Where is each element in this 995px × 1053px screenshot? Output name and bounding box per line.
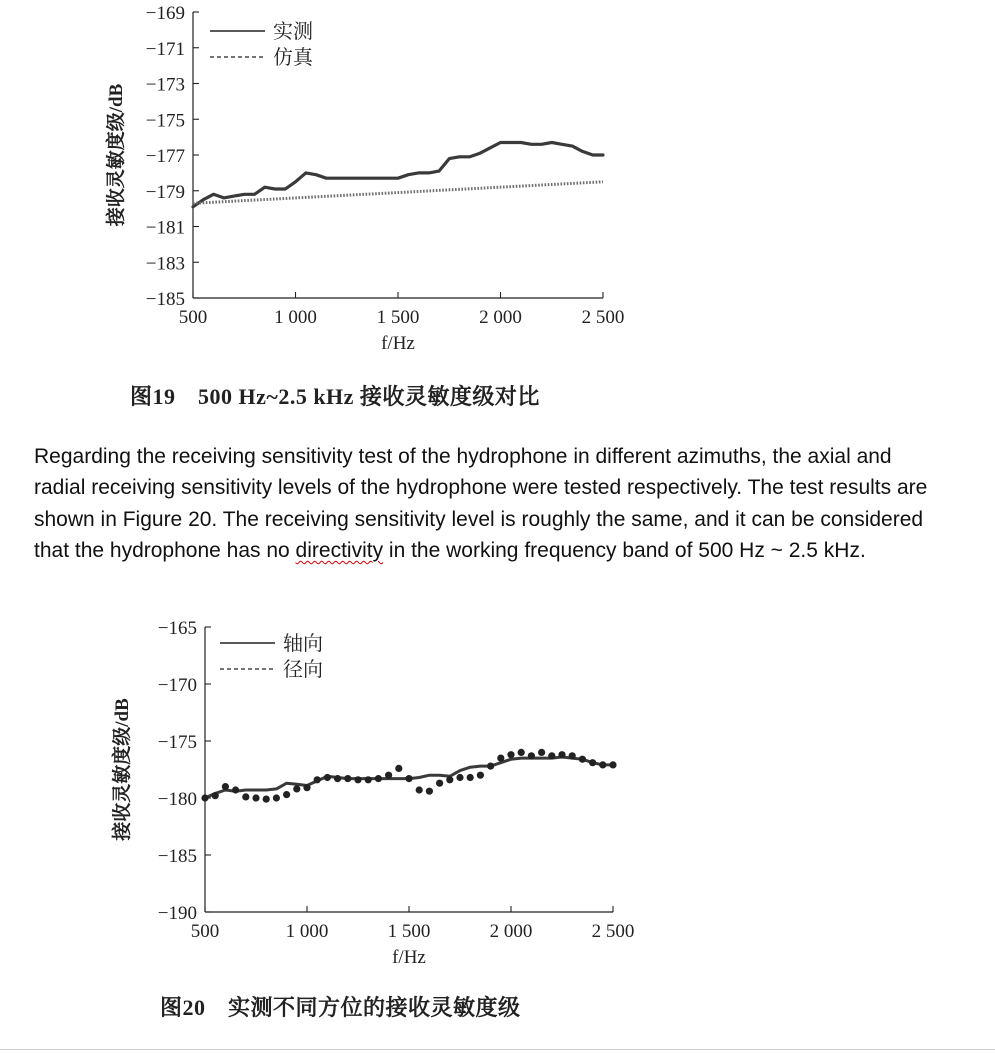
series-line-0 [193,143,603,207]
body-paragraph [34,441,934,566]
x-tick-label: 500 [190,921,220,942]
y-tick-label: −175 [157,732,197,753]
series-point [385,772,392,779]
legend-label-1: 径向 [283,659,323,681]
legend-label-0: 实测 [273,21,313,43]
series-point [324,774,331,781]
series-point [273,794,280,801]
legend-label-0: 轴向 [283,633,323,655]
series-point [232,786,239,793]
series-point [599,761,606,768]
series-point [579,756,586,763]
y-tick-label: −177 [145,146,185,167]
figure-19-caption: 图19 500 Hz~2.5 kHz 接收灵敏度级对比 [130,384,540,409]
series-point [375,775,382,782]
x-axis-label: f/Hz [381,333,415,354]
series-point [334,775,341,782]
y-tick-label: −190 [157,903,197,924]
y-tick-label: −175 [145,110,185,132]
chart-figure-19 [0,0,995,370]
series-point [456,774,463,781]
series-point [518,749,525,756]
y-tick-label: −181 [145,217,185,239]
x-tick-label: 1 000 [274,307,317,328]
series-point [405,775,412,782]
x-tick-label: 2 000 [489,921,533,942]
x-tick-label: 1 500 [376,307,420,328]
series-point [222,783,229,790]
series-point [293,785,300,792]
series-point [507,751,514,758]
legend-label-1: 仿真 [273,47,313,69]
series-point [497,755,504,762]
series-point [201,794,208,801]
figure-20-caption: 图20 实测不同方位的接收灵敏度级 [160,995,521,1020]
series-point [589,759,596,766]
series-point [548,752,555,759]
series-point [528,752,535,759]
series-point [242,793,249,800]
x-tick-label: 1 500 [387,921,431,942]
series-point [354,776,361,783]
series-point [477,772,484,779]
series-point [446,776,453,783]
y-tick-label: −183 [145,253,185,275]
page-bottom-rule [0,1049,995,1050]
y-axis-label: 接收灵敏度级/dB [106,83,127,227]
spellcheck-flagged-word[interactable]: directivity [295,538,384,562]
x-axis-label: f/Hz [392,947,426,968]
x-tick-label: 2 500 [581,307,625,328]
series-point [609,761,616,768]
series-point [395,765,402,772]
y-tick-label: −170 [157,675,197,696]
series-point [263,796,270,803]
y-tick-label: −185 [145,289,185,310]
series-point [558,751,565,758]
x-tick-label: 500 [178,307,208,328]
series-point [344,775,351,782]
series-point [212,792,219,799]
series-point [283,791,290,798]
y-tick-label: −185 [157,846,197,867]
series-point [365,776,372,783]
y-tick-label: −171 [145,38,185,60]
y-tick-label: −169 [145,3,185,24]
y-tick-label: −180 [157,789,197,810]
series-point [252,794,259,801]
series-point [569,752,576,759]
y-axis-label: 接收灵敏度级/dB [112,698,133,841]
paragraph-tail: in the working frequency band of 500 Hz ~ 2.5 kHz. [388,538,866,562]
paragraph-lead: Regarding the receiving sensitivity test of the hydrophone in different azimuths, the axial and radial receiving sensitivity levels of the hydrophone were tested respectively. The test results are shown in Figure 20. The receiving sensitivity level is roughly the same, and it can be considered that the hydrophone has no [34,445,928,562]
y-tick-label: −179 [145,181,185,203]
y-tick-label: −165 [157,618,197,639]
series-point [314,776,321,783]
series-point [436,780,443,787]
y-tick-label: −173 [145,74,185,96]
series-point [538,749,545,756]
series-point [487,763,494,770]
series-point [416,786,423,793]
x-tick-label: 2 000 [479,307,522,328]
series-point [467,774,474,781]
x-tick-label: 1 000 [285,921,329,942]
x-tick-label: 2 500 [591,921,635,942]
series-point [426,788,433,795]
chart-figure-20 [0,600,995,980]
series-point [303,784,310,791]
